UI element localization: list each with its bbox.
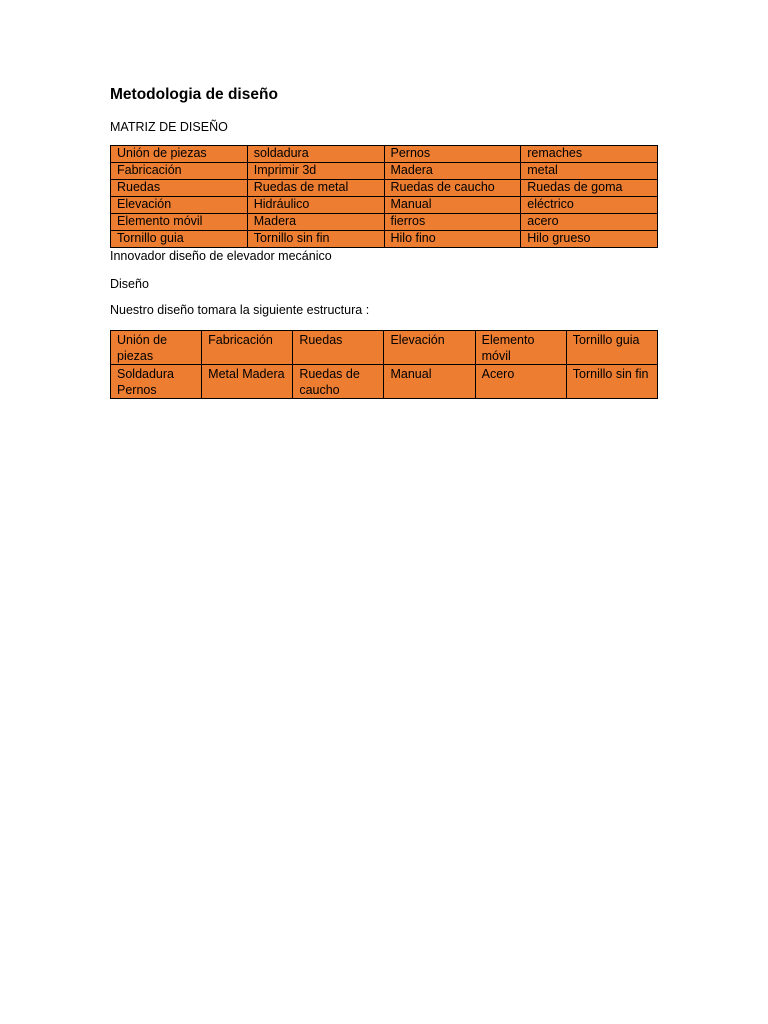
matrix-row [111, 214, 658, 231]
table-cell: Elemento móvil [475, 331, 566, 365]
table-cell: Madera [384, 163, 521, 180]
table-cell: Imprimir 3d [247, 163, 384, 180]
table-cell: Unión de piezas [111, 146, 248, 163]
table-cell: Hilo fino [384, 231, 521, 248]
table-cell: Elevación [111, 197, 248, 214]
matrix-row [111, 231, 658, 248]
table-cell: Tornillo guia [566, 331, 657, 365]
matrix-row [111, 180, 658, 197]
table-cell: Elemento móvil [111, 214, 248, 231]
table-cell: Ruedas de caucho [384, 180, 521, 197]
table-cell: Madera [247, 214, 384, 231]
table-cell: Ruedas de metal [247, 180, 384, 197]
matrix-row [111, 197, 658, 214]
table-cell: Ruedas [293, 331, 384, 365]
table-cell: remaches [521, 146, 658, 163]
table-cell: acero [521, 214, 658, 231]
table-cell: Manual [384, 365, 475, 399]
table-cell: Tornillo sin fin [566, 365, 657, 399]
table-cell: Metal Madera [202, 365, 293, 399]
design-matrix-table [110, 145, 658, 248]
table-cell: fierros [384, 214, 521, 231]
structure-row [111, 331, 658, 365]
table-cell: Unión de piezas [111, 331, 202, 365]
section-heading: Diseño [110, 277, 149, 291]
table-cell: Hilo grueso [521, 231, 658, 248]
table-cell: Elevación [384, 331, 475, 365]
matrix-row [111, 146, 658, 163]
matrix-row [111, 163, 658, 180]
matrix-heading: MATRIZ DE DISEÑO [110, 120, 228, 134]
table-cell: metal [521, 163, 658, 180]
design-structure-table [110, 330, 658, 399]
table-cell: Ruedas [111, 180, 248, 197]
structure-intro: Nuestro diseño tomara la siguiente estructura : [110, 303, 370, 317]
table-cell: Acero [475, 365, 566, 399]
table-cell: Fabricación [202, 331, 293, 365]
table-cell: Ruedas de caucho [293, 365, 384, 399]
table-cell: eléctrico [521, 197, 658, 214]
matrix-caption: Innovador diseño de elevador mecánico [110, 249, 332, 263]
table-cell: Ruedas de goma [521, 180, 658, 197]
table-cell: Tornillo guia [111, 231, 248, 248]
table-cell: Hidráulico [247, 197, 384, 214]
document-title: Metodologia de diseño [110, 86, 278, 103]
structure-row [111, 365, 658, 399]
design-structure-body [111, 331, 658, 399]
table-cell: Pernos [384, 146, 521, 163]
table-cell: Tornillo sin fin [247, 231, 384, 248]
design-matrix-body [111, 146, 658, 248]
table-cell: Soldadura Pernos [111, 365, 202, 399]
table-cell: Manual [384, 197, 521, 214]
table-cell: soldadura [247, 146, 384, 163]
table-cell: Fabricación [111, 163, 248, 180]
